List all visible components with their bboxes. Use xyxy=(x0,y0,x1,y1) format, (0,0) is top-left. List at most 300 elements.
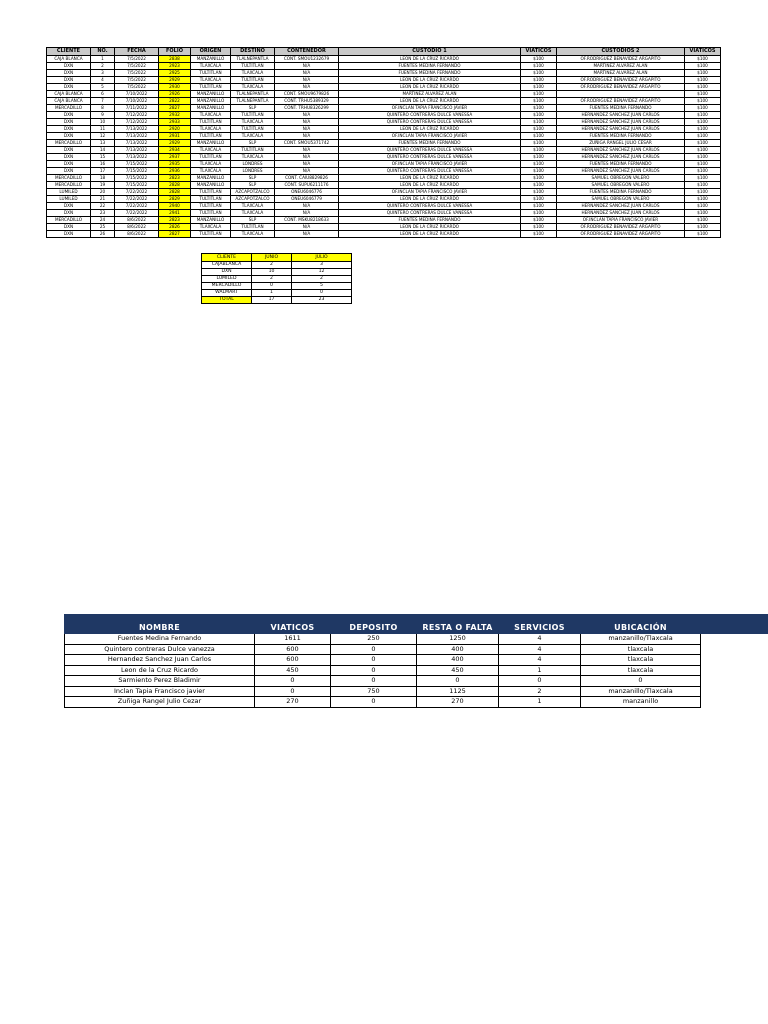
cell-origen: MANZANILLO xyxy=(191,98,231,105)
cell-origen: TULTITLAN xyxy=(191,189,231,196)
cell-contenedor: ONEU6046779 xyxy=(275,196,339,203)
cell-viaticos-2: $100 xyxy=(685,217,721,224)
cell-custodio-1: LEON DE LA CRUZ RICARDO xyxy=(339,224,521,231)
cell-contenedor: N/A xyxy=(275,203,339,210)
cell-contenedor: ONEU6046776 xyxy=(275,189,339,196)
cell-nombre: Zuñiga Rangel Julio Cezar xyxy=(65,697,255,708)
header-origen: ORIGEN xyxy=(191,48,231,56)
cell-custodio-2 xyxy=(557,91,685,98)
table-row xyxy=(47,168,721,175)
cell-no: 17 xyxy=(91,168,115,175)
cell-no: 10 xyxy=(91,119,115,126)
cell-folio: 2930 xyxy=(159,84,191,91)
cell-servicios: 1 xyxy=(499,665,581,676)
summary-header xyxy=(202,254,352,262)
cell-folio: 2941 xyxy=(159,210,191,217)
table-row xyxy=(47,56,721,63)
cell-no: 5 xyxy=(91,84,115,91)
cell-cliente: MERCADILLO xyxy=(47,175,91,182)
cell-viaticos-2: $100 xyxy=(685,175,721,182)
cell-destino: TLAXCALA xyxy=(231,154,275,161)
cell-cliente: DXN xyxy=(47,84,91,91)
table-row xyxy=(47,175,721,182)
cell-custodio-1: FUENTES MEDINA FERNANDO xyxy=(339,63,521,70)
cell-contenedor: N/A xyxy=(275,224,339,231)
cell-origen: MANZANILLO xyxy=(191,175,231,182)
cell-origen: TLAXCALA xyxy=(191,112,231,119)
cell-fecha: 7/5/2022 xyxy=(115,70,159,77)
summary-cell-julio: 0 xyxy=(292,290,352,297)
cell-custodio-2: MARTINEZ ALVAREZ ALAN xyxy=(557,63,685,70)
cell-viaticos-1: $100 xyxy=(521,112,557,119)
cell-deposito: 0 xyxy=(331,697,417,708)
cell-cliente: DXN xyxy=(47,112,91,119)
cell-nombre: Quintero contreras Dulce vanezza xyxy=(65,644,255,655)
cell-custodio-2: HERNANDEZ SANCHEZ JUAN CARLOS xyxy=(557,119,685,126)
summary-cell-julio: 3 xyxy=(292,262,352,269)
cell-folio: 2926 xyxy=(159,91,191,98)
cell-folio: 2822 xyxy=(159,98,191,105)
cell-origen: TULTITLAN xyxy=(191,119,231,126)
cell-contenedor: N/A xyxy=(275,210,339,217)
cell-viaticos-1: $100 xyxy=(521,105,557,112)
cell-viaticos-2: $100 xyxy=(685,224,721,231)
cell-custodio-1: FUENTES MEDINA FERNANDO xyxy=(339,70,521,77)
cell-folio: 2920 xyxy=(159,126,191,133)
cell-no: 20 xyxy=(91,189,115,196)
cell-contenedor: N/A xyxy=(275,63,339,70)
cell-folio: 2934 xyxy=(159,147,191,154)
cell-custodio-2: HERNANDEZ SANCHEZ JUAN CARLOS xyxy=(557,203,685,210)
cell-viaticos-2: $100 xyxy=(685,70,721,77)
cell-fecha: 7/5/2022 xyxy=(115,84,159,91)
cell-nombre: Hernandez Sanchez Juan Carlos xyxy=(65,655,255,666)
bottom-table-row xyxy=(65,655,701,666)
cell-ubicacion: manzanillo xyxy=(581,697,701,708)
cell-fecha: 7/10/2022 xyxy=(115,98,159,105)
cell-custodio-1: QUINTERO CONTRERAS DULCE VANESSA xyxy=(339,154,521,161)
cell-custodio-2: HERNANDEZ SANCHEZ JUAN CARLOS xyxy=(557,147,685,154)
cell-custodio-1: LEON DE LA CRUZ RICARDO xyxy=(339,182,521,189)
cell-contenedor: CONT. SMOU5371742 xyxy=(275,140,339,147)
cell-custodio-2: OF.RODRIGUEZ BENAVIDEZ ARGAPITO xyxy=(557,231,685,238)
cell-nombre: Sarmiento Perez Bladimir xyxy=(65,676,255,687)
cell-contenedor: N/A xyxy=(275,84,339,91)
cell-folio: 2826 xyxy=(159,224,191,231)
bottom-table-row xyxy=(65,676,701,687)
cell-no: 15 xyxy=(91,154,115,161)
cell-viaticos-1: $100 xyxy=(521,168,557,175)
cell-destino: SLP xyxy=(231,182,275,189)
cell-contenedor: CONT. TRHU5389329 xyxy=(275,98,339,105)
cell-viaticos: 0 xyxy=(255,686,331,697)
cell-custodio-1: LEON DE LA CRUZ RICARDO xyxy=(339,196,521,203)
cell-viaticos-2: $100 xyxy=(685,161,721,168)
cell-viaticos-2: $100 xyxy=(685,168,721,175)
cell-ubicacion: tlaxcala xyxy=(581,655,701,666)
bottom-table-body xyxy=(65,634,701,708)
cell-destino: TLAXCALA xyxy=(231,119,275,126)
cell-origen: TULTITLAN xyxy=(191,203,231,210)
cell-folio: 2933 xyxy=(159,119,191,126)
cell-ubicacion: 0 xyxy=(581,676,701,687)
summary-cell-cliente: CAJABLANCA xyxy=(202,262,252,269)
cell-origen: MANZANILLO xyxy=(191,140,231,147)
cell-destino: TLAXCALA xyxy=(231,231,275,238)
bottom-table-row xyxy=(65,644,701,655)
cell-viaticos-2: $100 xyxy=(685,98,721,105)
cell-destino: TLAXCALA xyxy=(231,133,275,140)
summary-cell-cliente: MERCADILLO xyxy=(202,283,252,290)
cell-viaticos-2: $100 xyxy=(685,140,721,147)
summary-cell-junio: 1 xyxy=(252,290,292,297)
cell-deposito: 0 xyxy=(331,644,417,655)
cell-cliente: DXN xyxy=(47,63,91,70)
header-ubicacion: UBICACIÓN xyxy=(581,622,701,634)
cell-folio: 2935 xyxy=(159,161,191,168)
cell-custodio-2: HERNANDEZ SANCHEZ JUAN CARLOS xyxy=(557,168,685,175)
cell-folio: 2936 xyxy=(159,168,191,175)
cell-custodio-2: OF.RODRIGUEZ BENAVIDEZ ARGAPITO xyxy=(557,224,685,231)
cell-fecha: 7/13/2022 xyxy=(115,133,159,140)
cell-custodio-1: MARTINEZ ALVAREZ ALAN xyxy=(339,91,521,98)
cell-destino: TULTITLAN xyxy=(231,147,275,154)
cell-destino: SLP xyxy=(231,217,275,224)
cell-folio: 2925 xyxy=(159,70,191,77)
table-row xyxy=(47,70,721,77)
cell-destino: SLP xyxy=(231,105,275,112)
cell-viaticos-1: $100 xyxy=(521,224,557,231)
viaticos-summary-table xyxy=(64,621,701,708)
summary-table xyxy=(201,253,352,304)
cell-resta-o-falta: 400 xyxy=(417,644,499,655)
table-row xyxy=(47,91,721,98)
cell-origen: TULTITLAN xyxy=(191,231,231,238)
cell-viaticos-1: $100 xyxy=(521,77,557,84)
cell-folio: 2828 xyxy=(159,182,191,189)
cell-resta-o-falta: 270 xyxy=(417,697,499,708)
cell-contenedor: N/A xyxy=(275,147,339,154)
cell-custodio-1: LEON DE LA CRUZ RICARDO xyxy=(339,175,521,182)
bottom-table-header xyxy=(65,622,701,634)
cell-fecha: 7/13/2022 xyxy=(115,140,159,147)
cell-viaticos-2: $100 xyxy=(685,91,721,98)
summary-row xyxy=(202,290,352,297)
cell-destino: TLAXCALA xyxy=(231,70,275,77)
cell-viaticos-1: $100 xyxy=(521,210,557,217)
header-deposito: DEPOSITO xyxy=(331,622,417,634)
summary-cell-junio: 2 xyxy=(252,262,292,269)
cell-no: 1 xyxy=(91,56,115,63)
summary-cell-junio: 10 xyxy=(252,269,292,276)
cell-destino: TLAXCALA xyxy=(231,84,275,91)
cell-destino: TLALNEPANTLA xyxy=(231,56,275,63)
cell-fecha: 7/22/2022 xyxy=(115,196,159,203)
cell-fecha: 8/6/2022 xyxy=(115,217,159,224)
cell-viaticos-1: $100 xyxy=(521,133,557,140)
viajes-table xyxy=(46,47,721,238)
cell-fecha: 7/22/2022 xyxy=(115,210,159,217)
cell-folio: 2829 xyxy=(159,196,191,203)
cell-custodio-1: QUINTERO CONTRERAS DULCE VANESSA xyxy=(339,210,521,217)
cell-no: 9 xyxy=(91,112,115,119)
cell-nombre: Leon de la Cruz Ricardo xyxy=(65,665,255,676)
table-row xyxy=(47,126,721,133)
table-row xyxy=(47,77,721,84)
cell-resta-o-falta: 0 xyxy=(417,676,499,687)
header-viaticos-1: VIATICOS xyxy=(521,48,557,56)
cell-contenedor: CONT. SMOU9679826 xyxy=(275,91,339,98)
cell-cliente: DXN xyxy=(47,161,91,168)
cell-origen: TLAXCALA xyxy=(191,168,231,175)
cell-fecha: 7/15/2022 xyxy=(115,168,159,175)
cell-contenedor: N/A xyxy=(275,161,339,168)
cell-viaticos-1: $100 xyxy=(521,203,557,210)
cell-no: 19 xyxy=(91,182,115,189)
summary-cell-cliente: WALMART xyxy=(202,290,252,297)
cell-origen: MANZANILLO xyxy=(191,56,231,63)
cell-ubicacion: tlaxcala xyxy=(581,644,701,655)
header-custodios-2: CUSTODIOS 2 xyxy=(557,48,685,56)
cell-contenedor: CONT. SUPU6211176 xyxy=(275,182,339,189)
cell-viaticos-1: $100 xyxy=(521,231,557,238)
cell-resta-o-falta: 400 xyxy=(417,655,499,666)
cell-fecha: 7/15/2022 xyxy=(115,161,159,168)
header-resta-o-falta: RESTA O FALTA xyxy=(417,622,499,634)
cell-folio: 2931 xyxy=(159,133,191,140)
header-contenedor: CONTENEDOR xyxy=(275,48,339,56)
cell-viaticos-2: $100 xyxy=(685,231,721,238)
bottom-table-row xyxy=(65,697,701,708)
cell-no: 26 xyxy=(91,231,115,238)
cell-custodio-1: OF.INCLAN TAPIA FRANCISCO JAVIER xyxy=(339,133,521,140)
cell-viaticos-1: $100 xyxy=(521,217,557,224)
cell-viaticos-2: $100 xyxy=(685,84,721,91)
cell-cliente: CAJA BLANCA xyxy=(47,98,91,105)
cell-no: 2 xyxy=(91,63,115,70)
cell-folio: 2929 xyxy=(159,77,191,84)
cell-destino: LONDRES xyxy=(231,161,275,168)
cell-custodio-1: QUINTERO CONTRERAS DULCE VANESSA xyxy=(339,168,521,175)
cell-no: 22 xyxy=(91,203,115,210)
cell-origen: TLAXCALA xyxy=(191,161,231,168)
table-row xyxy=(47,98,721,105)
cell-destino: TLALNEPANTLA xyxy=(231,91,275,98)
cell-viaticos: 1611 xyxy=(255,634,331,645)
cell-origen: TLAXCALA xyxy=(191,147,231,154)
cell-deposito: 750 xyxy=(331,686,417,697)
cell-cliente: MERCADILLO xyxy=(47,217,91,224)
header-nombre: NOMBRE xyxy=(65,622,255,634)
cell-viaticos-1: $100 xyxy=(521,175,557,182)
cell-destino: TULTITLAN xyxy=(231,224,275,231)
table-row xyxy=(47,154,721,161)
summary-header-cliente: CLIENTE xyxy=(202,254,252,262)
summary-total-label: TOTAL xyxy=(202,297,252,304)
summary-header-julio: JULIO xyxy=(292,254,352,262)
cell-folio: 2827 xyxy=(159,231,191,238)
cell-contenedor: CONT. SMOU1232679 xyxy=(275,56,339,63)
cell-custodio-2: HERNANDEZ SANCHEZ JUAN CARLOS xyxy=(557,210,685,217)
cell-deposito: 0 xyxy=(331,676,417,687)
cell-viaticos-1: $100 xyxy=(521,154,557,161)
cell-viaticos: 0 xyxy=(255,676,331,687)
cell-destino: TLALNEPANTLA xyxy=(231,98,275,105)
main-table-header xyxy=(47,48,721,56)
cell-viaticos: 270 xyxy=(255,697,331,708)
table-row xyxy=(47,119,721,126)
cell-folio: 2827 xyxy=(159,105,191,112)
cell-folio: 2828 xyxy=(159,189,191,196)
cell-origen: TULTITLAN xyxy=(191,154,231,161)
table-row xyxy=(47,84,721,91)
cell-folio: 2923 xyxy=(159,63,191,70)
cell-custodio-2: FUENTES MEDINA FERNANDO xyxy=(557,105,685,112)
cell-viaticos-2: $100 xyxy=(685,63,721,70)
cell-custodio-1: OF.INCLAN TAPIA FRANCISCO JAVIER xyxy=(339,189,521,196)
cell-no: 21 xyxy=(91,196,115,203)
cell-viaticos-2: $100 xyxy=(685,126,721,133)
cell-viaticos-2: $100 xyxy=(685,189,721,196)
summary-cell-junio: 2 xyxy=(252,276,292,283)
cell-servicios: 1 xyxy=(499,697,581,708)
summary-total-julio: 23 xyxy=(292,297,352,304)
cell-viaticos-1: $100 xyxy=(521,70,557,77)
cell-custodio-1: QUINTERO CONTRERAS DULCE VANESSA xyxy=(339,147,521,154)
cell-destino: TULTITLAN xyxy=(231,77,275,84)
table-row xyxy=(47,196,721,203)
cell-contenedor: CONT. CAIU8829826 xyxy=(275,175,339,182)
cell-custodio-1: QUINTERO CONTRERAS DULCE VANESSA xyxy=(339,112,521,119)
cell-contenedor: N/A xyxy=(275,133,339,140)
cell-origen: MANZANILLO xyxy=(191,217,231,224)
cell-viaticos-1: $100 xyxy=(521,196,557,203)
cell-viaticos-1: $100 xyxy=(521,98,557,105)
cell-origen: MANZANILLO xyxy=(191,105,231,112)
cell-no: 4 xyxy=(91,77,115,84)
cell-cliente: DXN xyxy=(47,126,91,133)
cell-viaticos-1: $100 xyxy=(521,56,557,63)
cell-viaticos-1: $100 xyxy=(521,126,557,133)
cell-destino: LONDRES xyxy=(231,168,275,175)
cell-origen: TLAXCALA xyxy=(191,224,231,231)
cell-custodio-2: HERNANDEZ SANCHEZ JUAN CARLOS xyxy=(557,126,685,133)
summary-cell-julio: 5 xyxy=(292,283,352,290)
cell-servicios: 0 xyxy=(499,676,581,687)
cell-custodio-1: LEON DE LA CRUZ RICARDO xyxy=(339,98,521,105)
cell-cliente: DXN xyxy=(47,147,91,154)
cell-destino: SLP xyxy=(231,140,275,147)
cell-cliente: MERCADILLO xyxy=(47,182,91,189)
cell-contenedor: N/A xyxy=(275,112,339,119)
cell-fecha: 8/6/2022 xyxy=(115,224,159,231)
cell-folio: 2932 xyxy=(159,112,191,119)
cell-custodio-2: SAMUEL OBREGON VALERO xyxy=(557,175,685,182)
header-custodio-1: CUSTODIO 1 xyxy=(339,48,521,56)
cell-resta-o-falta: 1250 xyxy=(417,634,499,645)
summary-total-row xyxy=(202,297,352,304)
cell-fecha: 7/12/2022 xyxy=(115,112,159,119)
summary-cell-julio: 12 xyxy=(292,269,352,276)
cell-contenedor: CONT. MSKU8218633 xyxy=(275,217,339,224)
cell-viaticos: 600 xyxy=(255,655,331,666)
cell-contenedor: CONT. TRHU8326299 xyxy=(275,105,339,112)
cell-no: 25 xyxy=(91,224,115,231)
cell-viaticos: 450 xyxy=(255,665,331,676)
cell-nombre: Inclan Tapia Francisco javier xyxy=(65,686,255,697)
cell-custodio-2: FUENTES MEDINA FERNANDO xyxy=(557,189,685,196)
summary-row xyxy=(202,269,352,276)
cell-custodio-1: LEON DE LA CRUZ RICARDO xyxy=(339,126,521,133)
cell-cliente: MERCADILLO xyxy=(47,140,91,147)
summary-row xyxy=(202,276,352,283)
cell-custodio-2: SAMUEL OBREGON VALERO xyxy=(557,182,685,189)
cell-cliente: CAJA BLANCA xyxy=(47,56,91,63)
cell-origen: MANZANILLO xyxy=(191,182,231,189)
cell-cliente: DXN xyxy=(47,203,91,210)
cell-deposito: 250 xyxy=(331,634,417,645)
cell-fecha: 8/6/2022 xyxy=(115,231,159,238)
cell-viaticos-1: $100 xyxy=(521,84,557,91)
cell-fecha: 7/13/2022 xyxy=(115,147,159,154)
table-row xyxy=(47,112,721,119)
table-row xyxy=(47,147,721,154)
cell-destino: TLAXCALA xyxy=(231,210,275,217)
cell-custodio-2: FUENTES MEDINA FERNANDO xyxy=(557,161,685,168)
table-row xyxy=(47,210,721,217)
cell-fecha: 7/5/2022 xyxy=(115,56,159,63)
summary-header-junio: JUNIO xyxy=(252,254,292,262)
cell-origen: TULTITLAN xyxy=(191,84,231,91)
bottom-table-row xyxy=(65,665,701,676)
cell-origen: MANZANILLO xyxy=(191,91,231,98)
cell-viaticos-2: $100 xyxy=(685,182,721,189)
cell-origen: TULTITLAN xyxy=(191,196,231,203)
cell-viaticos: 600 xyxy=(255,644,331,655)
cell-cliente: MERCADILLO xyxy=(47,105,91,112)
cell-viaticos-1: $100 xyxy=(521,140,557,147)
cell-destino: TLAXCALA xyxy=(231,203,275,210)
cell-custodio-2: OF.RODRIGUEZ BENAVIDEZ ARGAPITO xyxy=(557,84,685,91)
cell-origen: TULTITLAN xyxy=(191,210,231,217)
cell-custodio-1: QUINTERO CONTRERAS DULCE VANESSA xyxy=(339,203,521,210)
cell-no: 18 xyxy=(91,175,115,182)
cell-fecha: 7/10/2022 xyxy=(115,91,159,98)
cell-fecha: 7/12/2022 xyxy=(115,119,159,126)
cell-viaticos-1: $100 xyxy=(521,161,557,168)
cell-custodio-1: LEON DE LA CRUZ RICARDO xyxy=(339,56,521,63)
cell-custodio-1: OF.INCLAN TAPIA FRANCISCO JAVIER xyxy=(339,105,521,112)
header-folio: FOLIO xyxy=(159,48,191,56)
cell-viaticos-2: $100 xyxy=(685,56,721,63)
cell-no: 11 xyxy=(91,126,115,133)
cell-folio: 2929 xyxy=(159,140,191,147)
summary-cell-junio: 0 xyxy=(252,283,292,290)
cell-custodio-1: FUENTES MEDINA FERNANDO xyxy=(339,140,521,147)
cell-destino: TULTITLAN xyxy=(231,63,275,70)
cell-no: 6 xyxy=(91,91,115,98)
cell-cliente: DXN xyxy=(47,210,91,217)
cell-contenedor: N/A xyxy=(275,168,339,175)
table-row xyxy=(47,161,721,168)
cell-contenedor: N/A xyxy=(275,77,339,84)
cell-viaticos-2: $100 xyxy=(685,147,721,154)
cell-origen: TULTITLAN xyxy=(191,70,231,77)
cell-custodio-2: MARTINEZ ALVAREZ ALAN xyxy=(557,70,685,77)
table-row xyxy=(47,189,721,196)
table-row xyxy=(47,140,721,147)
cell-viaticos-2: $100 xyxy=(685,77,721,84)
